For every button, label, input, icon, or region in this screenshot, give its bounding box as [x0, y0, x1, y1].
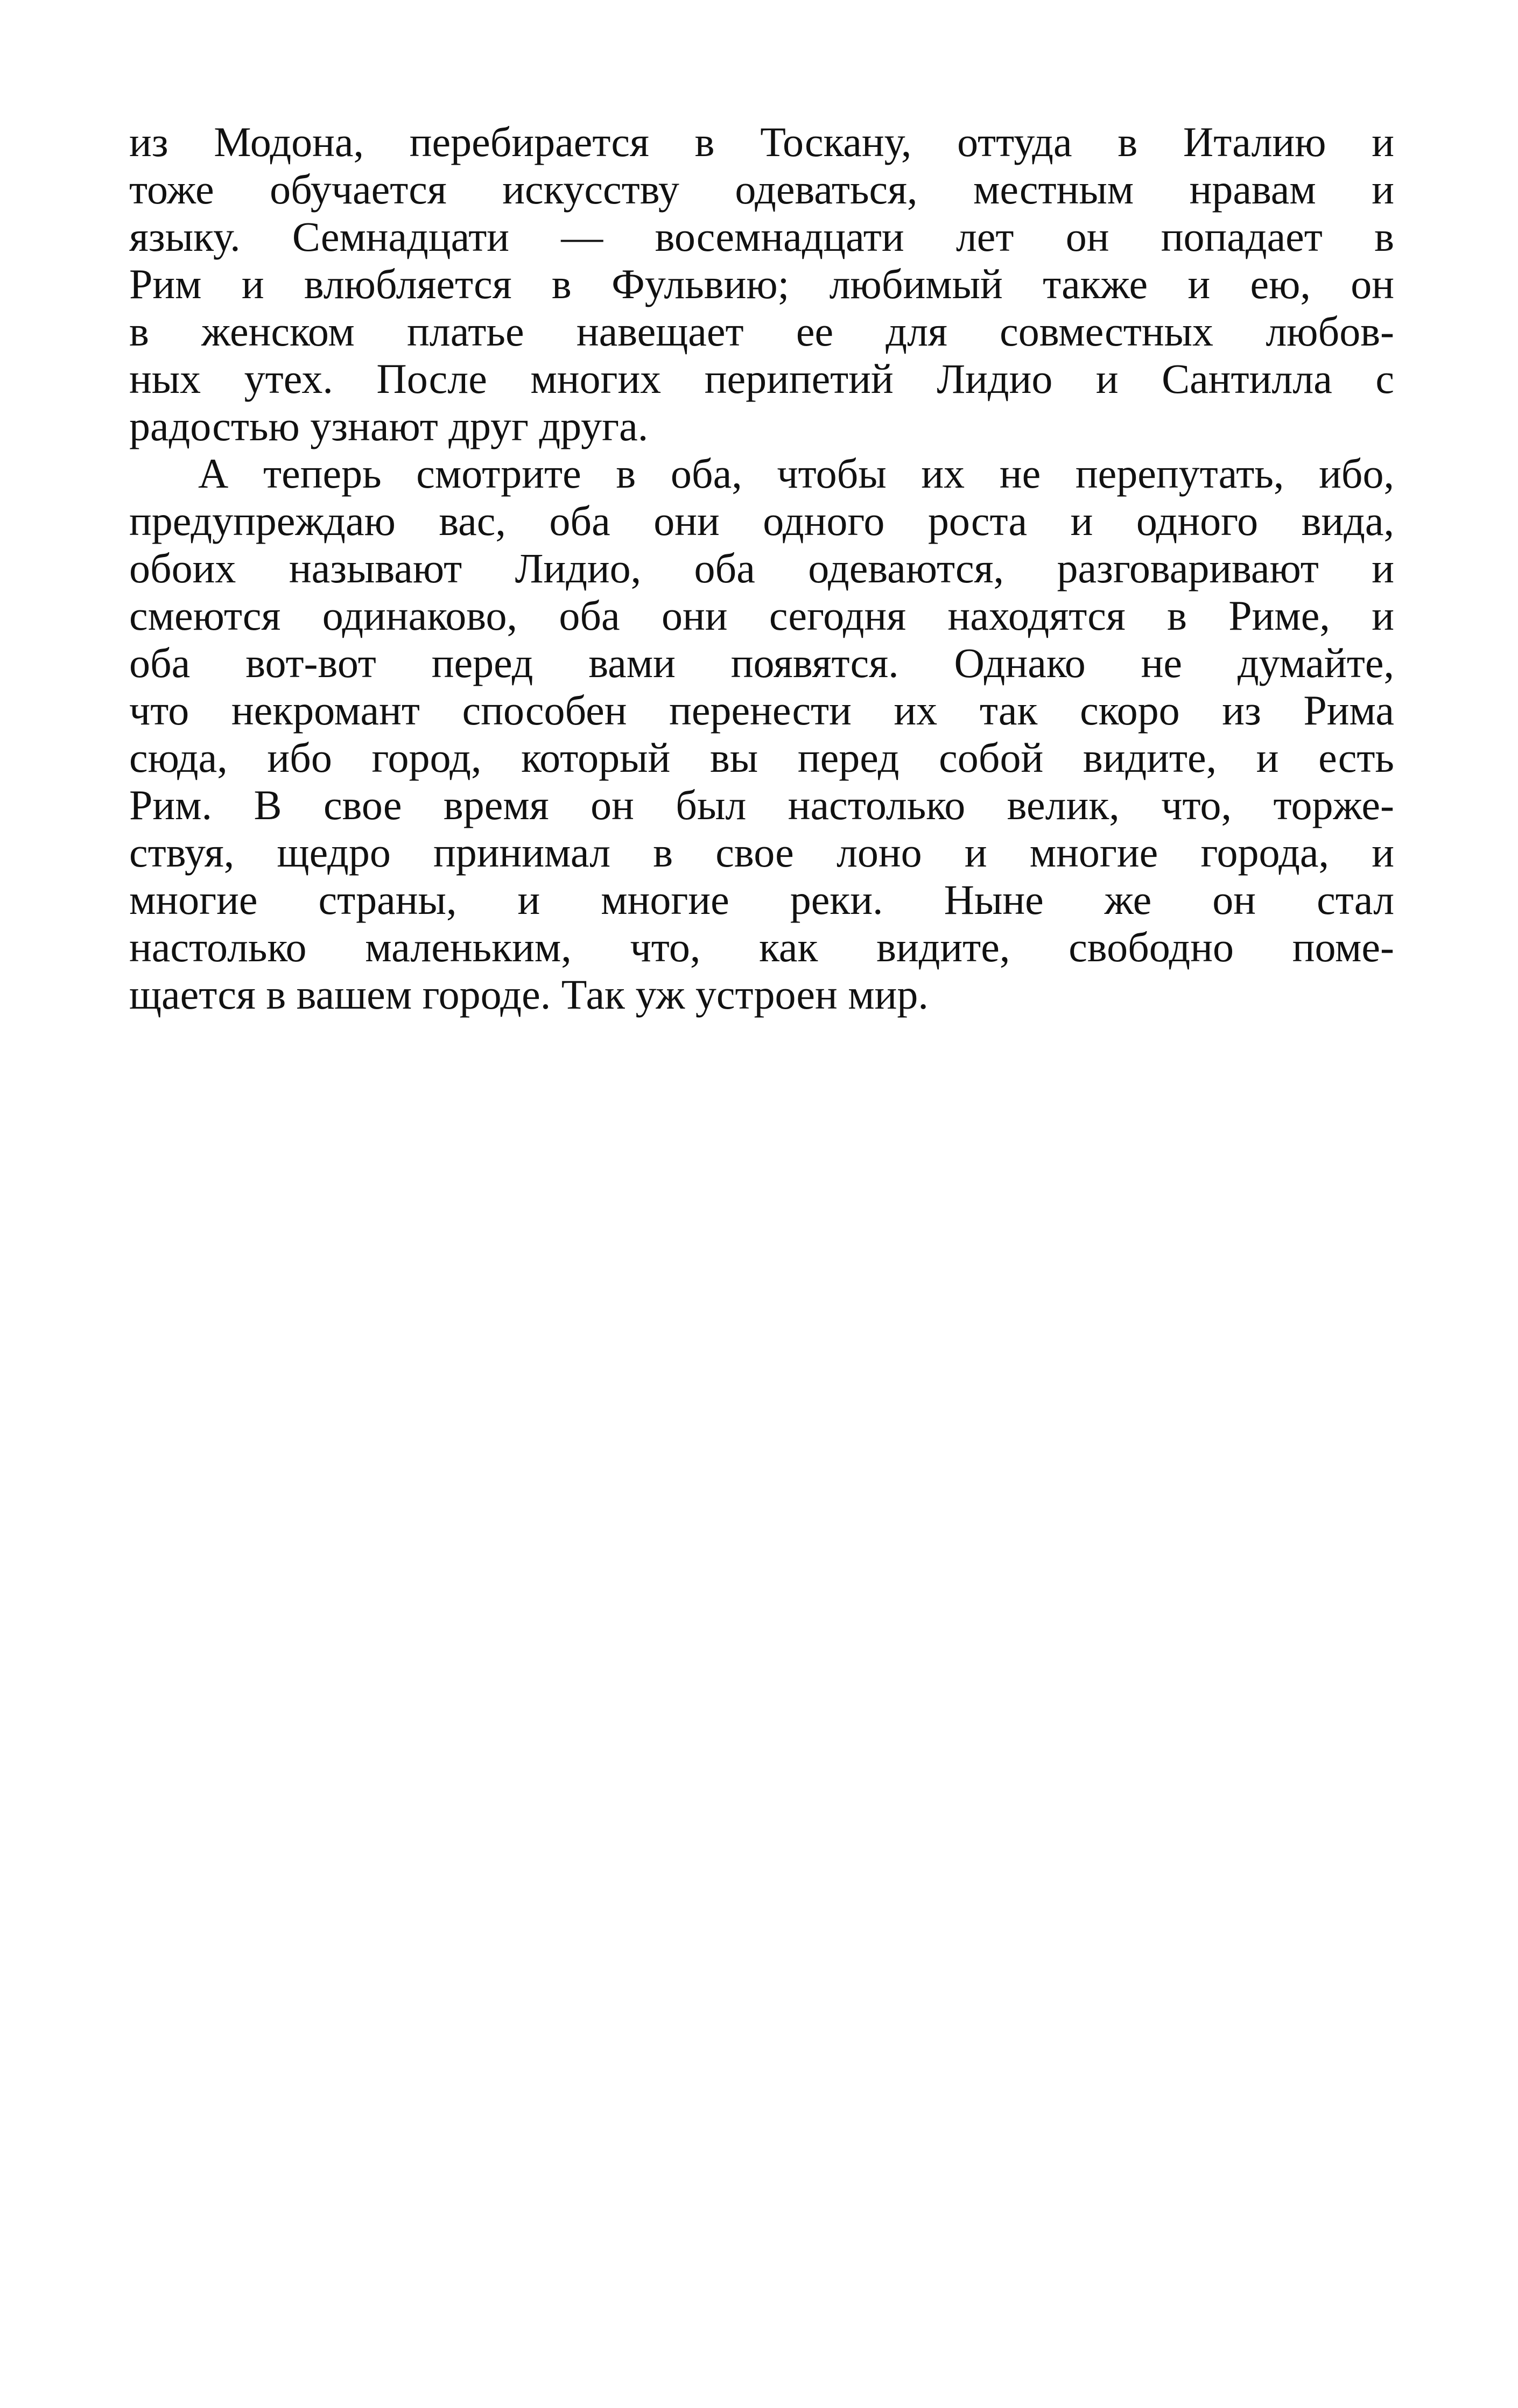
text-line: предупреждаю вас, оба они одного роста и одного вида, [129, 497, 1394, 544]
paragraph-2 [129, 450, 1394, 1018]
text-line: радостью узнают друг друга. [129, 403, 649, 449]
text-line: щается в вашем городе. Так уж устроен мир. [129, 971, 929, 1018]
text-line: тоже обучается искусству одеваться, местным нравам и [129, 166, 1394, 213]
text-line: в женском платье навещает ее для совместных любов- [129, 308, 1394, 355]
text-line: Рим. В свое время он был настолько велик, что, торже- [129, 781, 1394, 828]
paragraph-1 [129, 118, 1394, 450]
text-line: настолько маленьким, что, как видите, свободно поме- [129, 924, 1394, 970]
text-line: ных утех. После многих перипетий Лидио и Сантилла с [129, 355, 1394, 402]
text-line: оба вот-вот перед вами появятся. Однако не думайте, [129, 639, 1394, 686]
text-line: Рим и влюбляется в Фульвию; любимый также и ею, он [129, 260, 1394, 307]
text-line: что некромант способен перенести их так скоро из Рима [129, 687, 1394, 734]
text-line: смеются одинаково, оба они сегодня находятся в Риме, и [129, 592, 1394, 639]
text-line: обоих называют Лидио, оба одеваются, разговаривают и [129, 545, 1394, 592]
body-text [129, 118, 1394, 1018]
text-line: языку. Семнадцати — восемнадцати лет он попадает в [129, 213, 1394, 260]
text-line: из Модона, перебирается в Тоскану, оттуда в Италию и [129, 118, 1394, 165]
text-line: А теперь смотрите в оба, чтобы их не перепутать, ибо, [198, 450, 1394, 497]
text-line: ствуя, щедро принимал в свое лоно и многие города, и [129, 829, 1394, 876]
text-line: сюда, ибо город, который вы перед собой видите, и есть [129, 734, 1394, 781]
text-line: многие страны, и многие реки. Ныне же он стал [129, 876, 1394, 923]
